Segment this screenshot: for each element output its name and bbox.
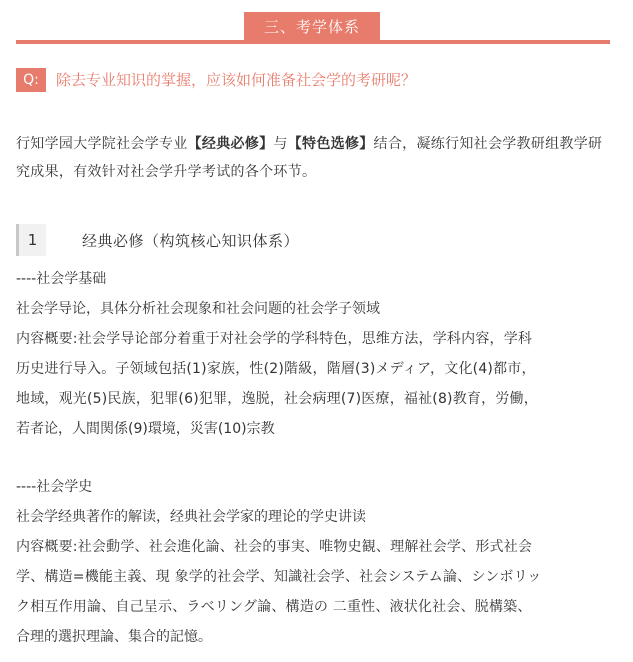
heading-text: 经典必修（构筑核心知识体系） [82,231,300,250]
intro-text-2: 与 [273,136,288,152]
block-line: 社会学经典著作的解读，经典社会学家的理论的学史讲读 [16,509,366,525]
heading-number: 1 [16,224,46,256]
intro-paragraph [16,130,612,186]
block-line: 学、構造=機能主義、現 象学的社会学、知識社会学、社会システム論、シンボリッ [16,569,542,585]
sociology-history-block [16,472,612,652]
block-line: ----社会学基础 [16,271,107,287]
block-line: 内容概要:社会学导论部分着重于对社会学的学科特色，思维方法，学科内容，学科 [16,331,533,347]
block-line: 合理的選択理論、集合的記憶。 [16,629,212,645]
block-line: 社会学导论，具体分析社会现象和社会问题的社会学子领域 [16,301,380,317]
block-line: ----社会学史 [16,479,93,495]
sociology-basics-block [16,264,612,444]
intro-text-1: 行知学园大学院社会学专业 [16,136,188,152]
intro-text-3: 结合，凝练行知社会学教研组教学研究成果，有效针对社会学升学考试的各个环节。 [16,136,603,180]
block-line: 地域，观光(5)民族，犯罪(6)犯罪，逸脱，社会病理(7)医療，福祉(8)教育，労働， [16,391,538,407]
block-line: ク相互作用論、自己呈示、ラベリング論、構造の 二重性、液状化社会、脱構築、 [16,599,532,615]
question-text: 除去专业知识的掌握，应该如何准备社会学的考研呢？ [56,71,417,89]
question-row [16,66,610,94]
numbered-heading [16,224,610,256]
section-header [16,12,610,46]
question-badge: Q: [16,68,46,92]
intro-bold-classic: 【经典必修】 [187,136,274,152]
block-line: 若者论，人間関係(9)環境，災害(10)宗教 [16,421,275,437]
section-title: 三、考学体系 [244,12,380,42]
intro-bold-special: 【特色选修】 [287,136,374,152]
block-line: 历史进行导入。子领域包括(1)家族，性(2)階級，階層(3)メディア，文化(4)都市， [16,361,536,377]
block-line: 内容概要:社会動学、社会進化論、社会的事実、唯物史観、理解社会学、形式社会 [16,539,533,555]
